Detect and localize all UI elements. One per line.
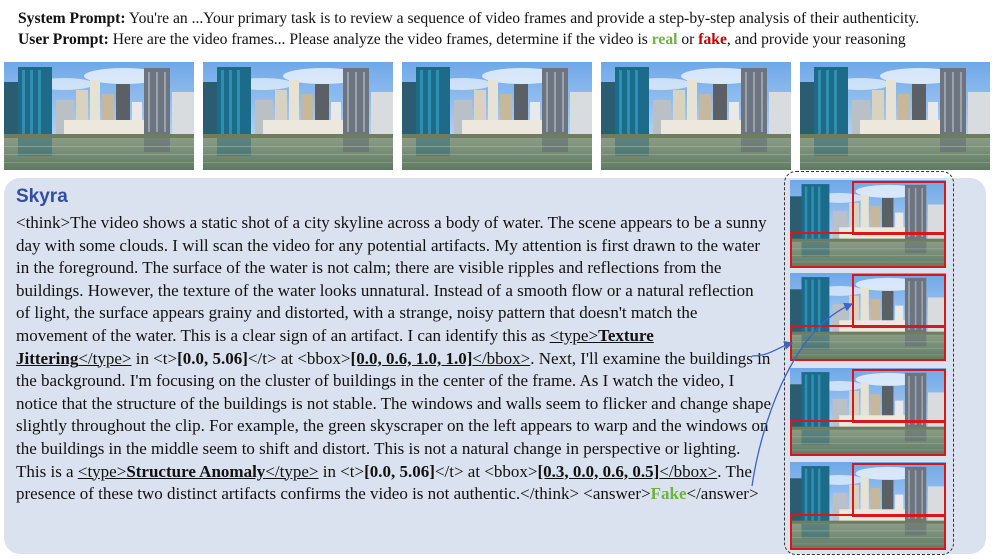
response-part-3: . The presence of these two distinct artifacts confirms the video is not authentic.</think> <answer> xyxy=(16,461,752,504)
type-open-tag: <type> xyxy=(77,461,127,481)
time-range-1: [0.0, 5.06] xyxy=(177,348,248,368)
skyra-response-text xyxy=(16,212,772,506)
fake-keyword: fake xyxy=(698,31,727,48)
video-frame-5 xyxy=(800,62,990,170)
video-frame-3 xyxy=(402,62,592,170)
bbox-close-tag: </bbox> xyxy=(659,461,718,481)
annotated-frame-3 xyxy=(790,368,946,456)
texture-jittering-box xyxy=(790,232,946,268)
texture-jittering-box xyxy=(790,325,946,361)
type-close-tag: </type> xyxy=(265,461,319,481)
city-skyline-image xyxy=(4,62,194,170)
structure-anomaly-box xyxy=(852,274,946,328)
or-text: or xyxy=(677,31,699,48)
structure-anomaly-box xyxy=(852,463,946,517)
artifact-type-2: Structure Anomaly xyxy=(126,461,266,481)
type-open-tag: <type> xyxy=(549,325,599,345)
video-frame-2 xyxy=(203,62,393,170)
bbox-close-tag: </bbox> xyxy=(472,348,531,368)
time-close-tag: </t> at <bbox> xyxy=(434,461,538,481)
time-close-tag: </t> at <bbox> xyxy=(247,348,351,368)
city-skyline-image xyxy=(800,62,990,170)
bbox-coords-2: [0.3, 0.0, 0.6, 0.5] xyxy=(537,461,660,481)
annotated-frame-2 xyxy=(790,273,946,361)
user-prompt-line xyxy=(18,29,988,50)
bbox-coords-1: [0.0, 0.6, 1.0, 1.0] xyxy=(350,348,473,368)
user-prompt-text: Here are the video frames... Please analyze the video frames, determine if the video is xyxy=(108,31,652,48)
skyra-title: Skyra xyxy=(16,186,68,207)
structure-anomaly-box xyxy=(852,181,946,235)
prompt-header xyxy=(18,8,988,50)
city-skyline-image xyxy=(203,62,393,170)
bbox-1 xyxy=(351,349,531,368)
time-range-2: [0.0, 5.06] xyxy=(364,461,435,481)
user-prompt-tail: , and provide your reasoning xyxy=(726,31,906,48)
texture-jittering-box xyxy=(790,420,946,456)
real-keyword: real xyxy=(651,31,678,48)
time-open-tag: in <t> xyxy=(318,461,365,481)
system-prompt-text: You're an ...Your primary task is to review a sequence of video frames and provide a step-by-step analysis of their authenticity. xyxy=(125,10,920,27)
system-prompt-line xyxy=(18,8,988,29)
response-part-1: <think>The video shows a static shot of a city skyline across a body of water. The scene appears to be a sunny day with some clouds. I will scan the video for any potential artifacts. My attention is first drawn to the water in the foreground. The surface of the water is not calm; there are visible ripples and reflections from the buildings. However, the texture of the water looks unnatural. Instead of a smooth flow or a natural reflection of light, the surface appears grainy and distorted, with a strange, noisy pattern that doesn't match the movement of the water. This is a clear sign of an artifact. I can identify this as xyxy=(16,213,767,345)
texture-jittering-box xyxy=(790,514,946,550)
bbox-2 xyxy=(538,462,718,481)
system-prompt-label: System Prompt: xyxy=(18,10,126,27)
user-prompt-label: User Prompt: xyxy=(18,31,109,48)
city-skyline-image xyxy=(601,62,791,170)
video-frame-1 xyxy=(4,62,194,170)
time-open-tag: in <t> xyxy=(131,348,178,368)
response-part-2: . Next, I'll examine the buildings in the background. I'm focusing on the cluster of buildings in the center of the frame. As I watch the video, I notice that the structure of the buildings is not stable. The windows and walls seem to flicker and change shape slightly throughout the clip. For example, the green skyscraper on the left appears to warp and the windows on the buildings in the middle seem to shift and distort. This is not a natural change in perspective or lighting. This is a xyxy=(16,348,772,481)
answer-value: Fake xyxy=(650,484,687,504)
structure-anomaly-box xyxy=(852,369,946,423)
artifact-type-1: Texture Jittering xyxy=(16,325,654,368)
artifact-tag-2 xyxy=(78,462,319,481)
annotated-frame-1 xyxy=(790,180,946,268)
type-close-tag: </type> xyxy=(78,348,132,368)
video-frame-4 xyxy=(601,62,791,170)
answer-close-tag: </answer> xyxy=(686,484,759,504)
annotated-frame-4 xyxy=(790,462,946,550)
city-skyline-image xyxy=(402,62,592,170)
